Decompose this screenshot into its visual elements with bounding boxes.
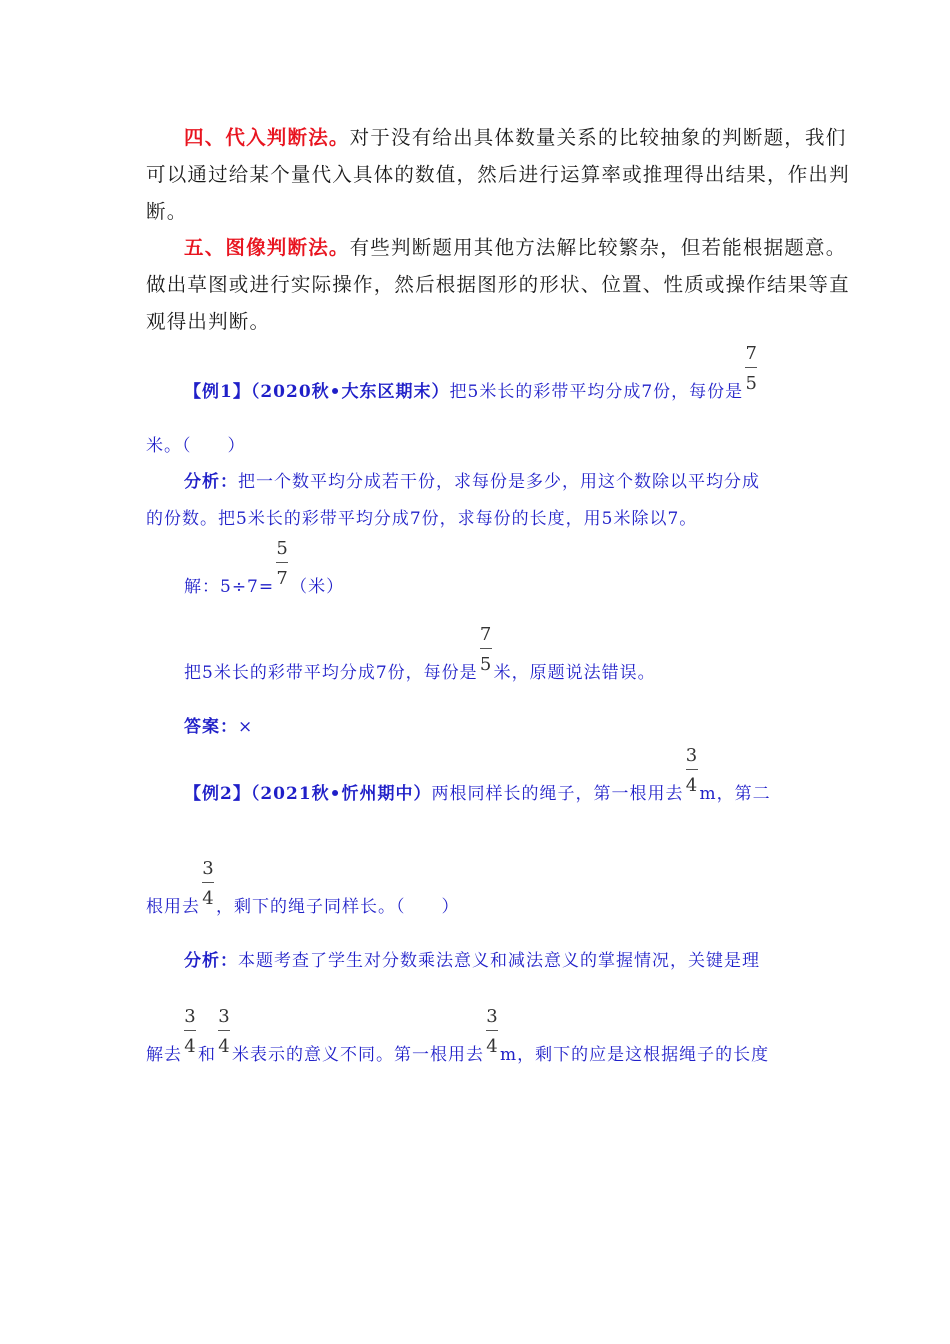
example1-analysis-line1 [184,470,760,494]
example1-question-line2: 米。（ ） [146,436,246,456]
example2-analysis-mid: 米表示的意义不同。第一根用去 [232,1045,484,1065]
method5-title: 五、图像判断法。 [184,236,350,259]
example2-analysis-line2 [146,1006,770,1067]
example2-tag: 【例2】 [184,784,251,804]
example1-conclusion-fraction: $\frac{7}{5}$ [479,624,492,675]
method5-line3: 观得出判断。 [146,310,271,333]
example2-question-line2 [146,858,460,919]
example2-question-fraction-2: $\frac{3}{4}$ [202,858,214,909]
example2-question-text: 两根同样长的绳子，第一根用去 [431,784,684,804]
example1-answer [184,715,253,739]
example1-solution [184,538,345,599]
example2-analysis-fraction-3: $\frac{3}{4}$ [486,1006,498,1057]
method5-line1 [184,236,846,260]
example1-question-text: 把5米长的彩带平均分成7份，每份是 [449,382,744,402]
method4-text-1: 对于没有给出具体数量关系的比较抽象的判断题，我们 [349,126,847,149]
method4-line3: 断。 [146,200,188,223]
example1-answer-label: 答案： [184,717,238,737]
example2-question-line1 [184,745,771,806]
example1-conclusion-pre: 把5米长的彩带平均分成7份，每份是 [184,663,478,683]
example1-question-fraction: $\frac{7}{5}$ [745,343,757,394]
example1-question-line1 [184,343,759,404]
example1-conclusion-post: 米，原题说法错误。 [493,663,656,683]
example1-solution-fraction: $\frac{5}{7}$ [276,538,288,589]
example1-conclusion [184,624,656,685]
example1-analysis-text-1: 把一个数平均分成若干份，求每份是多少，用这个数除以平均分成 [238,472,760,492]
example2-analysis-and: 和 [198,1045,216,1065]
method4-line2: 可以通过给某个量代入具体的数值，然后进行运算率或推理得出结果，作出判 [146,163,850,186]
example2-question-mid: m，第二 [699,784,771,804]
method5-text-1: 有些判断题用其他方法解比较繁杂，但若能根据题意。 [349,236,847,259]
example1-tag: 【例1】 [184,382,251,402]
example2-analysis-line1 [184,949,760,973]
example2-analysis-pre: 解去 [146,1045,182,1065]
example2-analysis-fraction-2: $\frac{3}{4}$ [218,1006,230,1057]
example1-solution-expr: 5÷7= [220,577,275,597]
method4-line1 [184,126,846,150]
example2-question-line2-pre: 根用去 [146,897,200,917]
example1-answer-value: × [238,717,254,737]
example1-analysis-line2: 的份数。把5米长的彩带平均分成7份，求每份的长度，用5米除以7。 [146,509,698,529]
example2-analysis-label: 分析： [184,951,238,971]
method4-title: 四、代入判断法。 [184,126,350,149]
example2-source: （2021秋•忻州期中） [250,784,432,804]
example1-solution-label: 解： [184,577,220,597]
example1-source: （2020秋•大东区期末） [250,382,450,402]
example2-question-fraction-1: $\frac{3}{4}$ [685,745,698,796]
example1-solution-unit: （米） [290,577,345,597]
example2-analysis-post: m，剩下的应是这根据绳子的长度 [500,1045,770,1065]
example2-analysis-fraction-1: $\frac{3}{4}$ [184,1006,196,1057]
example2-question-line2-post: ，剩下的绳子同样长。（ ） [216,897,460,917]
method5-line2: 做出草图或进行实际操作，然后根据图形的形状、位置、性质或操作结果等直 [146,273,850,296]
example1-analysis-label: 分析： [184,472,238,492]
example2-analysis-text-1: 本题考查了学生对分数乘法意义和减法意义的掌握情况，关键是理 [238,951,760,971]
